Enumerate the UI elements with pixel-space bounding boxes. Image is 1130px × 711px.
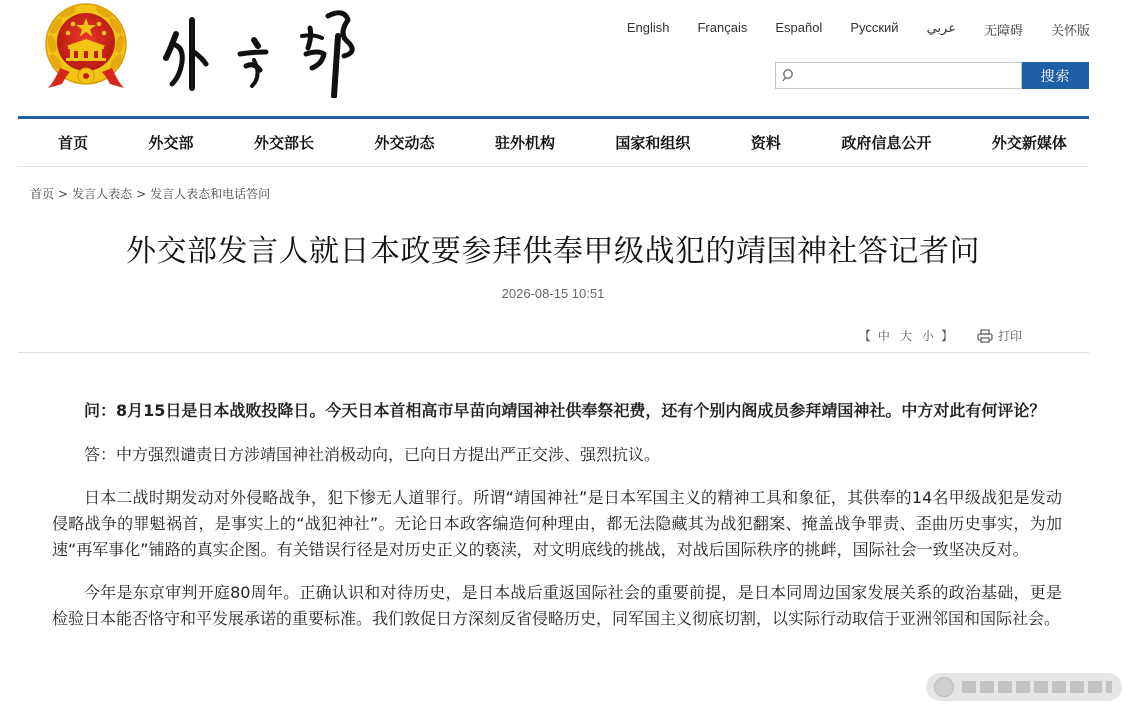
lang-french-link[interactable]: Français [697,20,748,35]
article-question: 问：8月15日是日本战败投降日。今天日本首相高市早苗向靖国神社供奉祭祀费，还有个别内阁成员参拜靖国神社。中方对此有何评论？ [84,401,1046,420]
nav-item-home[interactable]: 首页 [58,133,89,152]
breadcrumb-separator: > [136,187,147,201]
article-date: 2026-08-15 10:51 [501,286,605,301]
print-button[interactable] [977,327,1022,344]
bracket-open: 【 [858,329,871,343]
article-title: 外交部发言人就日本政要参拜供奉甲级战犯的靖国神社答记者问 [126,234,980,269]
nav-item-gov-info[interactable]: 政府信息公开 [841,133,932,152]
nav-item-minister[interactable]: 外交部长 [253,133,314,152]
lang-english-link[interactable]: English [626,20,670,35]
lang-arabic-link[interactable]: عربي [926,20,956,35]
care-mode-link[interactable]: 关怀版 [1050,23,1090,38]
article-tools [857,327,1022,344]
main-nav [18,119,1089,165]
article-paragraph: 答：中方强烈谴责日方涉靖国神社消极动向，已向日方提出严正交涉、强烈抗议。 [84,445,661,464]
nav-item-activities[interactable]: 外交动态 [374,133,435,152]
font-size-large-button[interactable]: 中 [877,329,890,343]
breadcrumb-link[interactable]: 首页 [30,187,55,201]
watermark-text [962,681,1112,693]
nav-divider [18,166,1089,167]
site-logo[interactable] [162,6,367,98]
printer-icon [977,329,993,343]
breadcrumb-separator: > [58,187,69,201]
nav-item-ministry[interactable]: 外交部 [148,133,194,152]
font-size-small-button[interactable]: 小 [921,329,934,343]
article-paragraph: 今年是东京审判开庭80周年。正确认识和对待历史，是日本战后重返国际社会的重要前提，是日本同周边国家发展关系的政治基础，更是检验日本能否恪守和平发展承诺的重要标准。我们敦促日方深刻反省侵略历史，同军国主义彻底切割，以实际行动取信于亚洲邻国和国际社会。 [52,583,1062,628]
watermark [926,673,1122,701]
language-bar [599,20,1090,39]
search-button[interactable]: 搜索 [1022,62,1089,89]
site-header [0,0,1130,118]
nav-item-resources[interactable]: 资料 [750,133,781,152]
breadcrumb-link[interactable]: 发言人表态 [72,187,133,201]
font-size-control [857,327,955,344]
font-size-medium-button[interactable]: 大 [899,329,912,343]
article-body [52,398,1062,649]
nav-item-new-media[interactable]: 外交新媒体 [991,133,1067,152]
bracket-close: 】 [940,329,953,343]
national-emblem-icon[interactable] [44,2,128,92]
accessibility-link[interactable]: 无障碍 [983,23,1023,38]
lang-spanish-link[interactable]: Español [775,20,823,35]
title-divider [18,352,1089,353]
watermark-avatar-icon [934,677,954,697]
article-paragraph: 日本二战时期发动对外侵略战争，犯下惨无人道罪行。所谓“靖国神社”是日本军国主义的精神工具和象征，其供奉的14名甲级战犯是发动侵略战争的罪魁祸首，是事实上的“战犯神社”。无论日本政客编造何种理由，都无法隐藏其为战犯翻案、掩盖战争罪责、歪曲历史事实，为加速“再军事化”铺路的真实企图。有关错误行径是对历史正义的亵渎，对文明底线的挑战，对战后国际秩序的挑衅，国际社会一致坚决反对。 [52,488,1062,559]
breadcrumb-link[interactable]: 发言人表态和电话答问 [150,187,271,201]
nav-item-missions[interactable]: 驻外机构 [494,133,555,152]
breadcrumb [30,185,270,202]
search-input[interactable] [775,62,1022,89]
search-icon [782,68,796,82]
print-label: 打印 [997,329,1022,343]
nav-item-countries[interactable]: 国家和组织 [615,133,691,152]
lang-russian-link[interactable]: Русский [850,20,899,35]
